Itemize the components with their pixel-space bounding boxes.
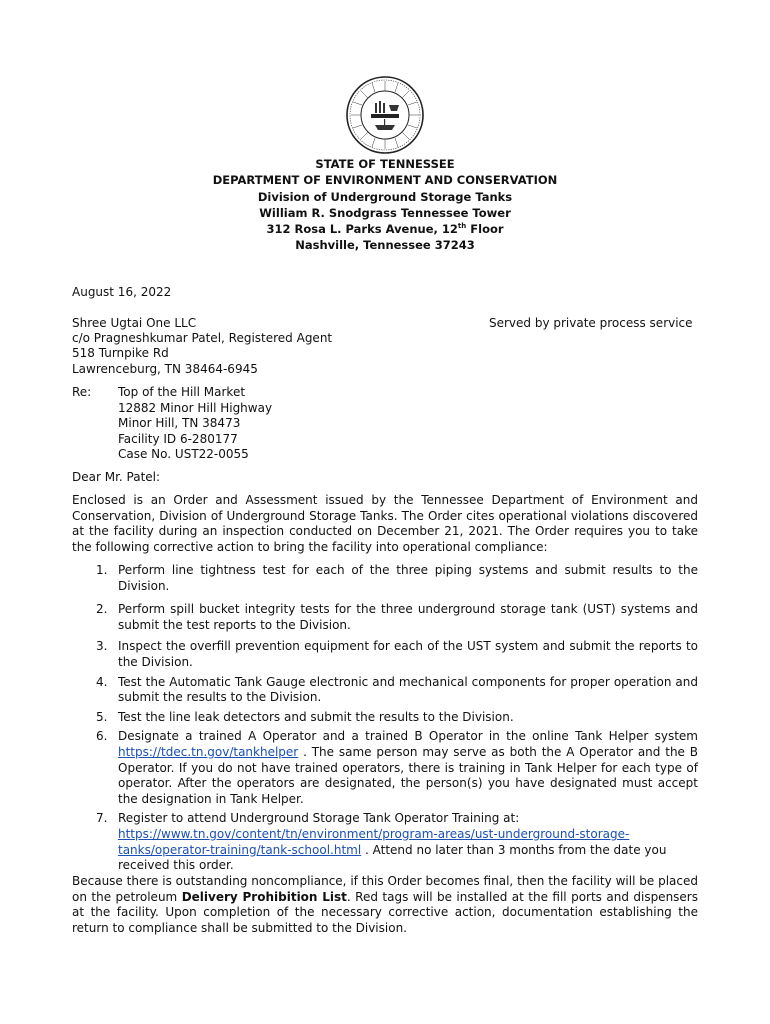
- re-address1: 12882 Minor Hill Highway: [118, 400, 273, 415]
- list-item-text-cont: . The same person may serve as both the A Operator and the B Operator. If you do not have trained operators, there is training in Tank Helper for each type of operator. After the operators are designated, the person(s) you have designated must accept the designation in Tank Helper.: [118, 744, 698, 806]
- list-item-text: Register to attend Underground Storage Tank Operator Training at:: [118, 811, 520, 826]
- list-item-text: Perform line tightness test for each of the three piping systems and submit results to the Division.: [118, 563, 698, 593]
- re-case-no: Case No. UST22-0055: [118, 447, 249, 461]
- list-item-text: Designate a trained A Operator and a trained B Operator in the online Tank Helper system: [118, 729, 698, 744]
- corrective-action-list: [72, 563, 698, 874]
- closing-text: Because there is outstanding noncompliance, if this Order becomes final, then the facility will be placed on the petroleum: [72, 874, 698, 904]
- re-address2: Minor Hill, TN 38473: [118, 416, 241, 430]
- service-note: Served by private process service: [489, 316, 693, 330]
- re-facility-name: Top of the Hill Market: [118, 385, 246, 399]
- header-street-sup: th: [457, 222, 467, 231]
- header-street-floor: Floor: [466, 222, 504, 237]
- list-item-number: 3.: [96, 639, 108, 654]
- agency-header: [0, 156, 770, 254]
- list-item-number: 7.: [96, 811, 108, 826]
- operator-training-link[interactable]: https://www.tn.gov/content/tn/environment/program-areas/ust-underground-storage-tanks/operator-training/tank-school.html: [118, 826, 630, 857]
- salutation: Dear Mr. Patel:: [72, 470, 161, 484]
- list-item: [72, 639, 698, 670]
- list-item: [72, 602, 698, 633]
- header-street: [0, 221, 770, 237]
- list-item: [72, 710, 698, 726]
- header-building: William R. Snodgrass Tennessee Tower: [259, 205, 511, 220]
- recipient-street: 518 Turnpike Rd: [72, 346, 169, 360]
- state-seal-icon: [345, 75, 425, 155]
- delivery-prohibition-list-term: Delivery Prohibition List: [181, 889, 347, 904]
- recipient-city: Lawrenceburg, TN 38464-6945: [72, 362, 258, 376]
- list-item-number: 6.: [96, 729, 108, 744]
- list-item-text: Test the line leak detectors and submit the results to the Division.: [118, 709, 514, 724]
- list-item-number: 4.: [96, 674, 108, 689]
- list-item-text-cont: . Attend no later than 3 months from the date you received this order.: [118, 842, 667, 873]
- header-department: DEPARTMENT OF ENVIRONMENT AND CONSERVATION: [212, 173, 558, 188]
- list-item: [72, 563, 698, 594]
- header-state: STATE OF TENNESSEE: [315, 157, 455, 171]
- list-item-text: Perform spill bucket integrity tests for the three underground storage tank (UST) systems and submit the test reports to the Division.: [118, 602, 698, 632]
- re-label: Re:: [72, 385, 92, 399]
- list-item-text: Test the Automatic Tank Gauge electronic and mechanical components for proper operation and submit the results to the Division.: [118, 674, 698, 705]
- header-street-text: 312 Rosa L. Parks Avenue, 12: [266, 222, 458, 237]
- intro-paragraph: Enclosed is an Order and Assessment issued by the Tennessee Department of Environment and Conservation, Division of Underground Storage Tanks. The Order cites operational violations discovered at the facility during an inspection conducted on December 21, 2021. The Order requires you to take the following corrective action to bring the facility into operational compliance:: [72, 493, 698, 554]
- list-item: [72, 811, 698, 873]
- recipient-name: Shree Ugtai One LLC: [72, 316, 197, 330]
- header-division: Division of Underground Storage Tanks: [257, 189, 513, 204]
- list-item-number: 2.: [96, 602, 108, 617]
- list-item: [72, 675, 698, 706]
- header-city: Nashville, Tennessee 37243: [295, 238, 475, 253]
- list-item-number: 5.: [96, 709, 108, 724]
- re-facility-id: Facility ID 6-280177: [118, 431, 238, 446]
- list-item-text: Inspect the overfill prevention equipment for each of the UST system and submit the reports to the Division.: [118, 639, 698, 669]
- re-block: [118, 385, 272, 463]
- letter-date: August 16, 2022: [72, 285, 172, 299]
- list-item: [72, 729, 698, 807]
- closing-text-cont: . Red tags will be installed at the fill ports and dispensers at the facility. Upon completion of the necessary corrective action, documentation establishing the return to compliance shall be submitted to the Division.: [72, 889, 698, 935]
- closing-paragraph: [72, 874, 698, 936]
- recipient-agent: c/o Pragneshkumar Patel, Registered Agent: [72, 331, 333, 345]
- tank-helper-link[interactable]: https://tdec.tn.gov/tankhelper: [118, 744, 299, 759]
- list-item-number: 1.: [96, 563, 108, 577]
